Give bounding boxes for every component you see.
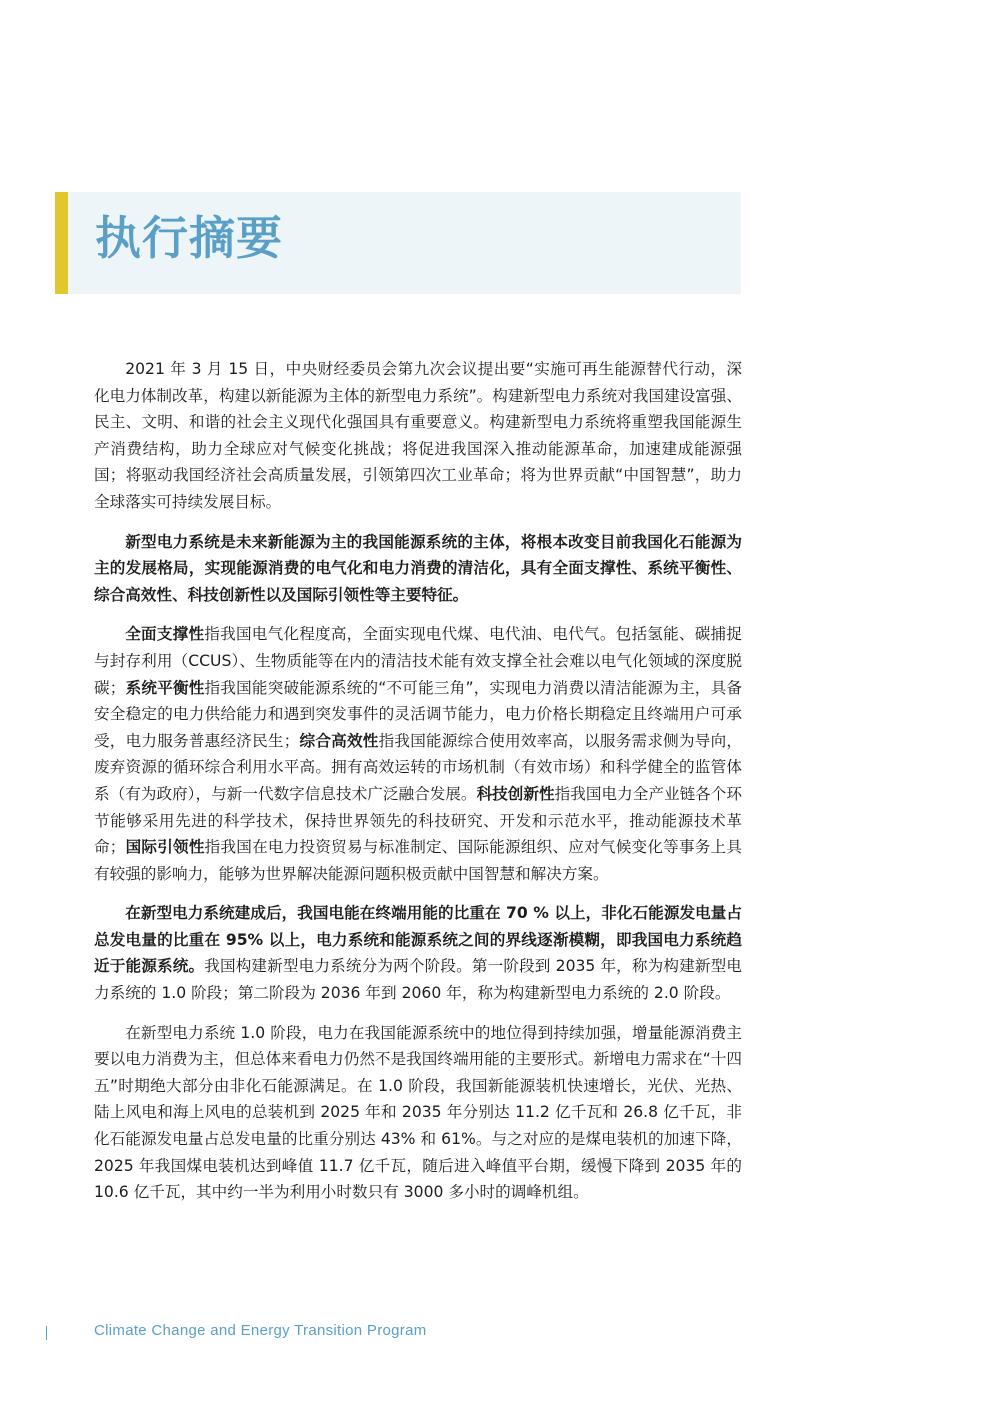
text-segment: 指我国电气化程度高，全面实现电代煤、电代油、电代气。包括氢能、碳捕捉与封存利用（CCUS）、生物质能等在内的清洁技术能有效支撑全社会难以电气化领域的深度脱碳； — [94, 625, 742, 697]
text-segment: 指我国能突破能源系统的“不可能三角”，实现电力消费以清洁能源为主，具备安全稳定的电力供给能力和遇到突发事件的灵活调节能力，电力价格长期稳定且终端用户可承受，电力服务普惠经济民生； — [94, 678, 742, 750]
bold-text: 全面支撑性 — [125, 625, 205, 644]
text-segment: 我国构建新型电力系统分为两个阶段。第一阶段到 2035 年，称为构建新型电力系统的 1.0 阶段；第二阶段为 2036 年到 2060 年，称为构建新型电力系统的 2.0 阶段。 — [94, 957, 742, 1003]
paragraph-2 — [94, 529, 742, 609]
bold-text: 国际引领性 — [125, 838, 205, 857]
text-segment: 指我国在电力投资贸易与标准制定、国际能源组织、应对气候变化等事务上具有较强的影响力，能够为世界解决能源问题积极贡献中国智慧和解决方案。 — [94, 838, 742, 883]
bold-text: 系统平衡性 — [125, 678, 205, 697]
text-segment: 指我国电力全产业链各个环节能够采用先进的科学技术，保持世界领先的科技研究、开发和示范水平，推动能源技术革命； — [94, 784, 742, 857]
bold-text: 在新型电力系统建成后，我国电能在终端用能的比重在 70 % 以上，非化石能源发电量占总发电量的比重在 95% 以上，电力系统和能源系统之间的界线逐渐模糊，即我国电力系统趋近于能源系统。 — [94, 904, 742, 976]
page-footer — [46, 1322, 546, 1342]
footer-program-name: Climate Change and Energy Transition Program — [94, 1322, 427, 1339]
text-segment: 在新型电力系统 1.0 阶段，电力在我国能源系统中的地位得到持续加强，增量能源消费主要以电力消费为主，但总体来看电力仍然不是我国终端用能的主要形式。新增电力需求在“十四五”时期绝大部分由非化石能源满足。在 1.0 阶段，我国新能源装机快速增长，光伏、光热、陆上风电和海上风电的总装机到 2025 年和 2035 年分别达 11.2 亿千瓦和 26.8 亿千瓦，非化石能源发电量占总发电量的比重分别达 43% 和 61%。与之对应的是煤电装机的加速下降，2025 年我国煤电装机达到峰值 11.7 亿千瓦，随后进入峰值平台期，缓慢下降到 2035 年的 10.6 亿千瓦，其中约一半为利用小时数只有 3000 多小时的调峰机组。 — [94, 1023, 742, 1202]
bold-text: 综合高效性 — [299, 731, 379, 750]
footer-divider — [46, 1326, 47, 1340]
text-segment: 2021 年 3 月 15 日，中央财经委员会第九次会议提出要“实施可再生能源替代行动，深化电力体制改革，构建以新能源为主体的新型电力系统”。构建新型电力系统对我国建设富强、民主、文明、和谐的社会主义现代化强国具有重要意义。构建新型电力系统将重塑我国能源生产消费结构，助力全球应对气候变化挑战；将促进我国深入推动能源革命，加速建成能源强国；将驱动我国经济社会高质量发展，引领第四次工业革命；将为世界贡献“中国智慧”，助力全球落实可持续发展目标。 — [94, 360, 742, 511]
body-text — [94, 356, 742, 1219]
paragraph-3 — [94, 621, 742, 887]
bold-text: 科技创新性 — [476, 784, 555, 803]
paragraph-4 — [94, 900, 742, 1006]
paragraph-1 — [94, 356, 742, 516]
text-segment: 指我国能源综合使用效率高，以服务需求侧为导向，废弃资源的循环综合利用水平高。拥有高效运转的市场机制（有效市场）和科学健全的监管体系（有为政府），与新一代数字信息技术广泛融合发展。 — [94, 731, 742, 803]
title-accent-bar — [55, 192, 68, 294]
bold-text: 新型电力系统是未来新能源为主的我国能源系统的主体，将根本改变目前我国化石能源为主的发展格局，实现能源消费的电气化和电力消费的清洁化，具有全面支撑性、系统平衡性、综合高效性、科技创新性以及国际引领性等主要特征。 — [94, 532, 742, 604]
paragraph-5 — [94, 1020, 742, 1206]
page-title: 执行摘要 — [95, 211, 283, 265]
title-band — [55, 192, 741, 294]
